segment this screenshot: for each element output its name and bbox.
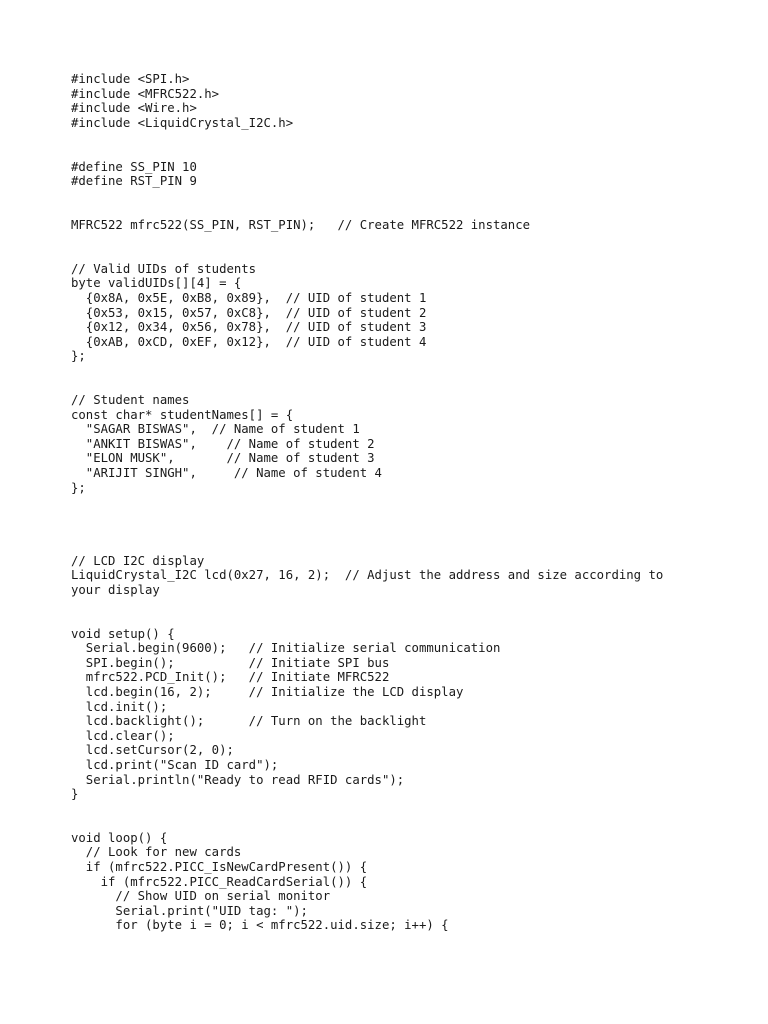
code-line: // Look for new cards	[71, 845, 242, 860]
code-line: lcd.backlight(); // Turn on the backlight	[71, 714, 427, 729]
code-line: #include <LiquidCrystal_I2C.h>	[71, 115, 294, 130]
code-block	[71, 72, 711, 933]
code-line: MFRC522 mfrc522(SS_PIN, RST_PIN); // Create MFRC522 instance	[71, 217, 531, 232]
code-line: Serial.begin(9600); // Initialize serial communication	[71, 641, 501, 656]
code-line: Serial.println("Ready to read RFID cards");	[71, 772, 405, 787]
code-line: LiquidCrystal_I2C lcd(0x27, 16, 2); // Adjust the address and size according to	[71, 568, 664, 583]
code-line: };	[71, 349, 86, 364]
blank-line	[71, 364, 711, 379]
code-line: Serial.print("UID tag: ");	[71, 903, 308, 918]
code-line: for (byte i = 0; i < mfrc522.uid.size; i++) {	[71, 918, 449, 933]
code-line: // Student names	[71, 393, 190, 408]
code-line: SPI.begin(); // Initiate SPI bus	[71, 655, 390, 670]
code-line: "ELON MUSK", // Name of student 3	[71, 451, 375, 466]
code-line: lcd.clear();	[71, 728, 175, 743]
code-line: // Show UID on serial monitor	[71, 889, 331, 904]
code-line: byte validUIDs[][4] = {	[71, 276, 242, 291]
blank-line	[71, 524, 711, 539]
code-line: {0x8A, 0x5E, 0xB8, 0x89}, // UID of student 1	[71, 290, 427, 305]
blank-line	[71, 612, 711, 627]
code-line: void setup() {	[71, 626, 175, 641]
code-line: #include <MFRC522.h>	[71, 86, 220, 101]
blank-line	[71, 203, 711, 218]
code-line: lcd.setCursor(2, 0);	[71, 743, 234, 758]
code-line: if (mfrc522.PICC_IsNewCardPresent()) {	[71, 860, 368, 875]
blank-line	[71, 130, 711, 145]
code-line: {0xAB, 0xCD, 0xEF, 0x12}, // UID of student 4	[71, 334, 427, 349]
code-line: your display	[71, 582, 160, 597]
code-line: {0x12, 0x34, 0x56, 0x78}, // UID of student 3	[71, 320, 427, 335]
code-line: #include <SPI.h>	[71, 72, 190, 86]
blank-line	[71, 597, 711, 612]
blank-line	[71, 189, 711, 204]
code-line: "ANKIT BISWAS", // Name of student 2	[71, 436, 375, 451]
code-line: if (mfrc522.PICC_ReadCardSerial()) {	[71, 874, 368, 889]
code-line: const char* studentNames[] = {	[71, 407, 294, 422]
blank-line	[71, 233, 711, 248]
blank-line	[71, 378, 711, 393]
code-line: #define SS_PIN 10	[71, 159, 197, 174]
code-line: }	[71, 787, 79, 802]
code-line: void loop() {	[71, 830, 168, 845]
code-line: // LCD I2C display	[71, 553, 205, 568]
code-line: };	[71, 480, 86, 495]
code-line: "SAGAR BISWAS", // Name of student 1	[71, 422, 360, 437]
code-line: {0x53, 0x15, 0x57, 0xC8}, // UID of student 2	[71, 305, 427, 320]
blank-line	[71, 802, 711, 817]
code-line: lcd.init();	[71, 699, 168, 714]
code-line: #define RST_PIN 9	[71, 174, 197, 189]
blank-line	[71, 816, 711, 831]
blank-line	[71, 510, 711, 525]
code-line: #include <Wire.h>	[71, 101, 197, 116]
blank-line	[71, 247, 711, 262]
code-line: mfrc522.PCD_Init(); // Initiate MFRC522	[71, 670, 390, 685]
code-line: "ARIJIT SINGH", // Name of student 4	[71, 466, 382, 481]
code-line: lcd.begin(16, 2); // Initialize the LCD display	[71, 684, 464, 699]
blank-line	[71, 539, 711, 554]
blank-line	[71, 145, 711, 160]
code-line: lcd.print("Scan ID card");	[71, 757, 279, 772]
code-line: // Valid UIDs of students	[71, 261, 257, 276]
blank-line	[71, 495, 711, 510]
